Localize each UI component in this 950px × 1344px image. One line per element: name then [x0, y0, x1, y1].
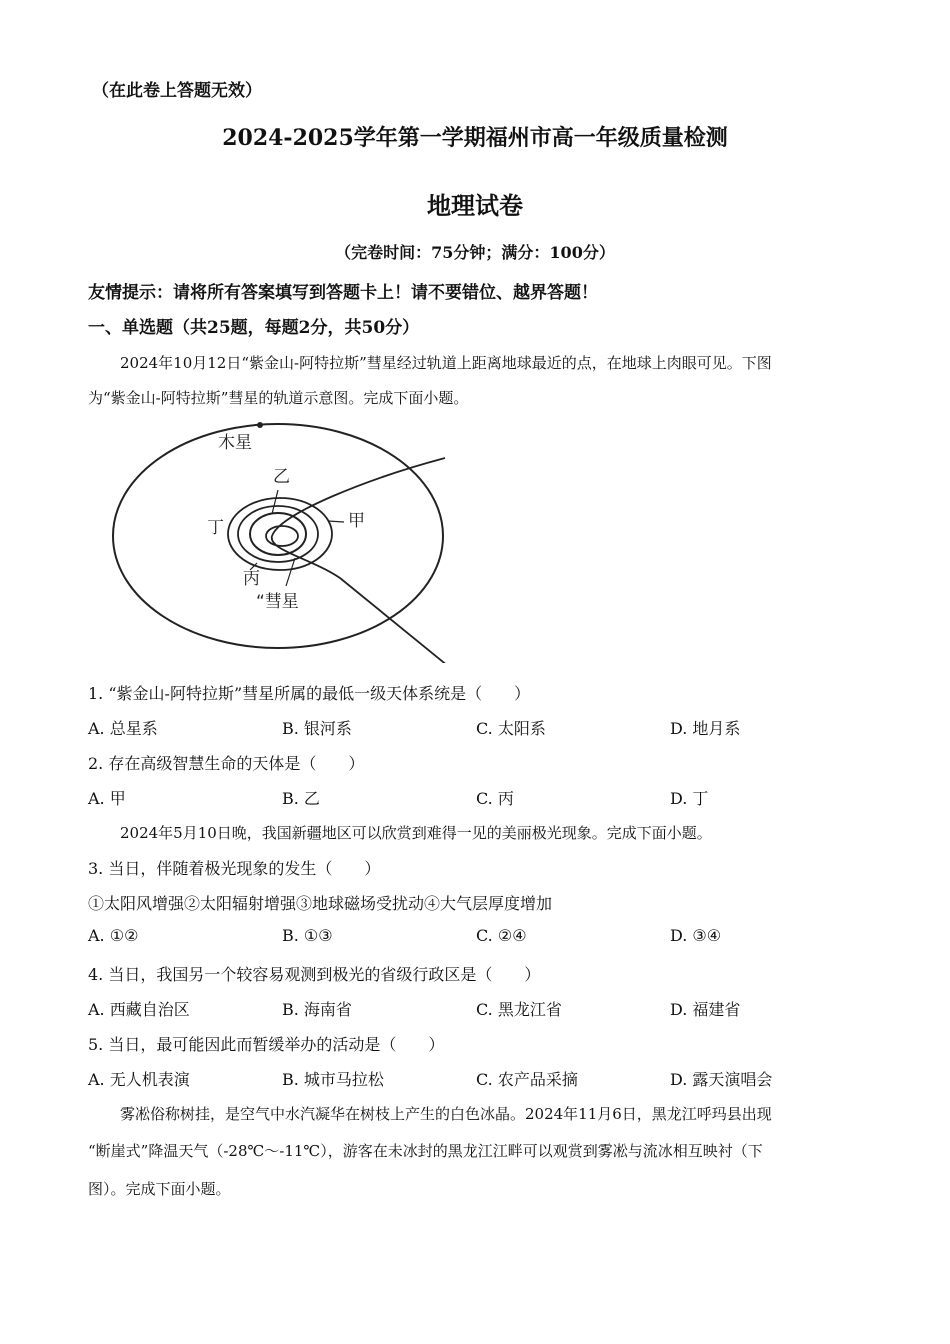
section-heading: 一、单选题（共25题，每题2分，共50分）: [88, 318, 420, 338]
q2-option-a[interactable]: A. 甲: [88, 789, 126, 808]
label-ding: 丁: [207, 518, 224, 538]
q2-option-b[interactable]: B. 乙: [282, 789, 320, 808]
question-1-stem: 1. “紫金山-阿特拉斯”彗星所属的最低一级天体系统是（ ）: [88, 684, 531, 703]
q3-option-c[interactable]: C. ②④: [476, 926, 527, 945]
passage2: 2024年5月10日晚，我国新疆地区可以欣赏到难得一见的美丽极光现象。完成下面小题。: [120, 824, 712, 842]
question-3-statements: ①太阳风增强②太阳辐射增强③地球磁场受扰动④大气层厚度增加: [88, 894, 553, 913]
question-2-stem: 2. 存在高级智慧生命的天体是（ ）: [88, 754, 365, 773]
q1-option-b[interactable]: B. 银河系: [282, 719, 352, 738]
q2-option-d[interactable]: D. 丁: [670, 789, 709, 808]
q4-option-d[interactable]: D. 福建省: [670, 1000, 741, 1019]
passage1-line1: 2024年10月12日“紫金山-阿特拉斯”彗星经过轨道上距离地球最近的点，在地球上肉眼可见。下图: [120, 354, 772, 372]
notice: （在此卷上答题无效）: [92, 81, 262, 101]
q1-option-d[interactable]: D. 地月系: [670, 719, 741, 738]
label-jia: 甲: [348, 511, 365, 531]
q1-option-c[interactable]: C. 太阳系: [476, 719, 546, 738]
label-jupiter: 木星: [218, 433, 252, 453]
question-4-stem: 4. 当日，我国另一个较容易观测到极光的省级行政区是（ ）: [88, 965, 541, 984]
q3-option-b[interactable]: B. ①③: [282, 926, 333, 945]
label-bing: 丙: [243, 569, 260, 589]
label-comet: “彗星: [256, 592, 299, 612]
comet-orbit-figure: [110, 418, 460, 663]
passage1-line2: 为“紫金山-阿特拉斯”彗星的轨道示意图。完成下面小题。: [88, 389, 469, 407]
q5-option-b[interactable]: B. 城市马拉松: [282, 1070, 384, 1089]
friendly-tip: 友情提示：请将所有答案填写到答题卡上！请不要错位、越界答题！: [88, 283, 598, 303]
question-3-stem: 3. 当日，伴随着极光现象的发生（ ）: [88, 859, 381, 878]
time-info: （完卷时间：75分钟；满分：100分）: [335, 243, 615, 262]
q1-option-a[interactable]: A. 总星系: [88, 719, 158, 738]
q3-option-d[interactable]: D. ③④: [670, 926, 722, 945]
q3-option-a[interactable]: A. ①②: [88, 926, 139, 945]
q4-option-a[interactable]: A. 西藏自治区: [88, 1000, 190, 1019]
exam-subtitle: 地理试卷: [427, 191, 523, 220]
question-5-stem: 5. 当日，最可能因此而暂缓举办的活动是（ ）: [88, 1035, 445, 1054]
orbit-jia: [266, 526, 298, 546]
passage3-line1: 雾凇俗称树挂，是空气中水汽凝华在树枝上产生的白色冰晶。2024年11月6日，黑龙江呼玛县出现: [120, 1105, 772, 1123]
q4-option-b[interactable]: B. 海南省: [282, 1000, 352, 1019]
passage3-line2: “断崖式”降温天气（-28℃～-11℃），游客在未冰封的黑龙江江畔可以观赏到雾凇与流冰相互映衬（下: [88, 1142, 763, 1160]
exam-title: 2024-2025学年第一学期福州市高一年级质量检测: [222, 125, 728, 151]
q5-option-c[interactable]: C. 农产品采摘: [476, 1070, 578, 1089]
passage3-line3: 图）。完成下面小题。: [88, 1180, 231, 1198]
jupiter-orbit: [113, 424, 443, 648]
label-yi: 乙: [273, 467, 290, 487]
q5-option-d[interactable]: D. 露天演唱会: [670, 1070, 773, 1089]
orbit-ding: [228, 498, 332, 570]
q4-option-c[interactable]: C. 黑龙江省: [476, 1000, 562, 1019]
q2-option-c[interactable]: C. 丙: [476, 789, 514, 808]
q5-option-a[interactable]: A. 无人机表演: [88, 1070, 190, 1089]
jupiter-dot: [257, 422, 263, 428]
